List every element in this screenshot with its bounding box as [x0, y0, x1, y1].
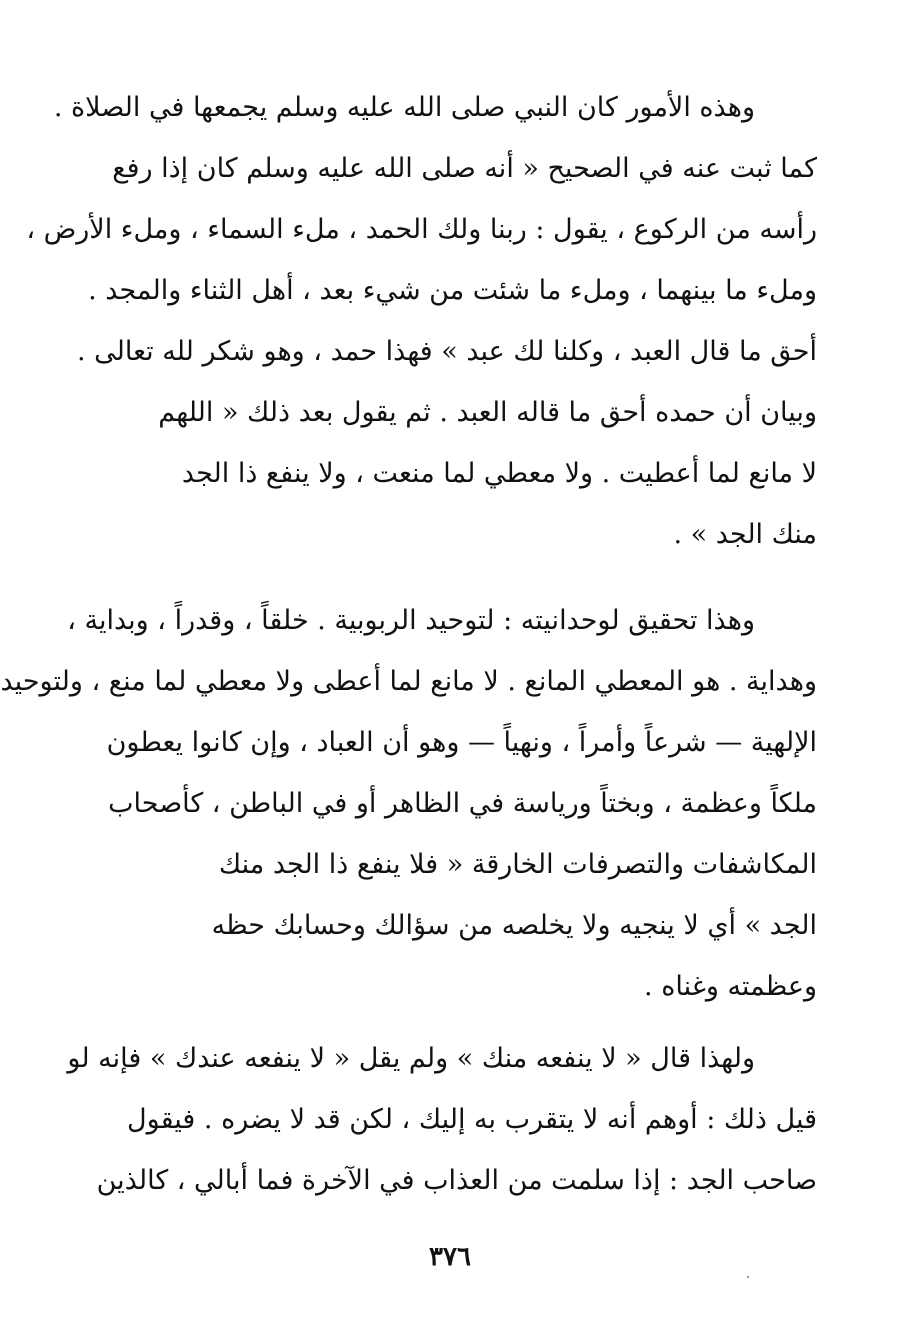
text-line: وهذا تحقيق لوحدانيته : لتوحيد الربوبية . خلقاً ، وقدراً ، وبداية ،: [67, 605, 755, 636]
text-line: وبيان أن حمده أحق ما قاله العبد . ثم يقول بعد ذلك « اللهم: [158, 397, 817, 428]
text-line: رأسه من الركوع ، يقول : ربنا ولك الحمد ، ملء السماء ، وملء الأرض ،: [26, 214, 817, 245]
text-line: المكاشفات والتصرفات الخارقة « فلا ينفع ذا الجد منك: [218, 849, 817, 880]
scan-speck: [747, 1276, 749, 1278]
text-line: وهداية . هو المعطي المانع . لا مانع لما أعطى ولا معطي لما منع ، ولتوحيد: [0, 666, 817, 697]
text-line: وملء ما بينهما ، وملء ما شئت من شيء بعد ، أهل الثناء والمجد .: [88, 275, 817, 306]
text-line: وعظمته وغناه .: [644, 971, 817, 1002]
text-line: ولهذا قال « لا ينفعه منك » ولم يقل « لا ينفعه عندك » فإنه لو: [67, 1043, 755, 1074]
text-line: أحق ما قال العبد ، وكلنا لك عبد » فهذا حمد ، وهو شكر لله تعالى .: [77, 336, 817, 367]
paragraph: [0, 590, 817, 1017]
text-line: كما ثبت عنه في الصحيح « أنه صلى الله عليه وسلم كان إذا رفع: [112, 153, 817, 184]
text-line: الجد » أي لا ينجيه ولا يخلصه من سؤالك وحسابك حظه: [211, 910, 817, 941]
text-line: لا مانع لما أعطيت . ولا معطي لما منعت ، ولا ينفع ذا الجد: [181, 458, 817, 489]
text-line: ملكاً وعظمة ، وبختاً ورياسة في الظاهر أو في الباطن ، كأصحاب: [108, 788, 817, 819]
text-line: قيل ذلك : أوهم أنه لا يتقرب به إليك ، لكن قد لا يضره . فيقول: [127, 1104, 817, 1135]
paragraph: [67, 1028, 817, 1211]
text-line: صاحب الجد : إذا سلمت من العذاب في الآخرة فما أبالي ، كالذين: [96, 1165, 817, 1196]
text-line: وهذه الأمور كان النبي صلى الله عليه وسلم يجمعها في الصلاة .: [53, 92, 755, 123]
text-line: الإلهية — شرعاً وأمراً ، ونهياً — وهو أن العباد ، وإن كانوا يعطون: [106, 727, 817, 758]
text-line: منك الجد » .: [673, 519, 817, 550]
page-number: ٣٧٦: [429, 1242, 471, 1272]
paragraph: [26, 77, 817, 565]
